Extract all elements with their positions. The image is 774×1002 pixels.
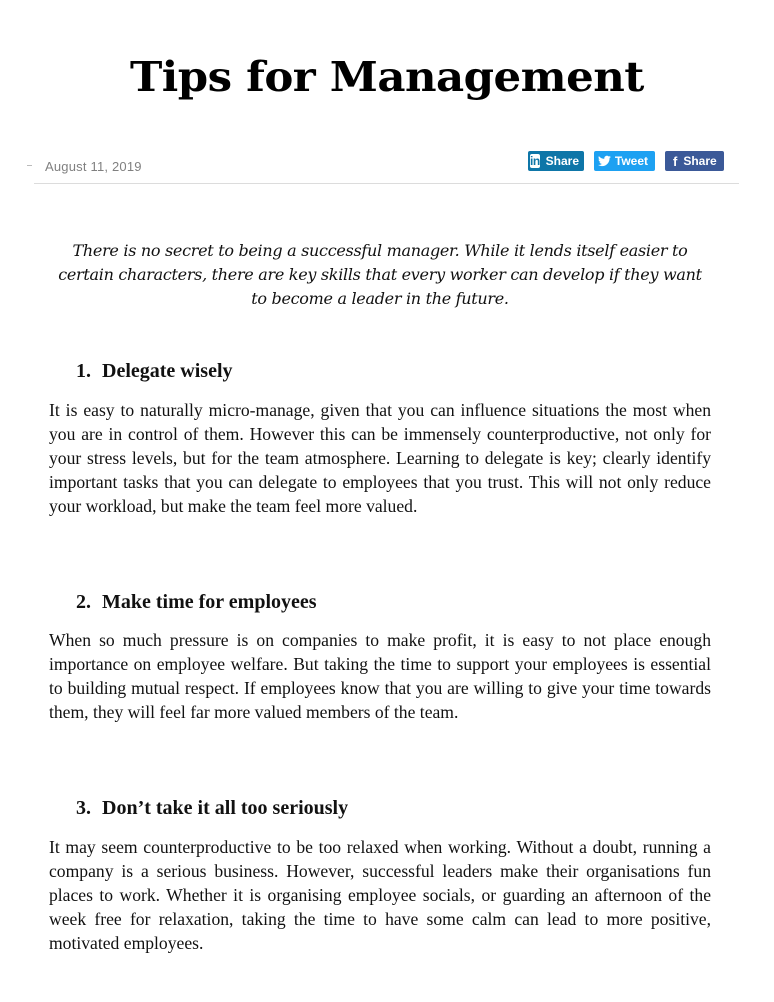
section-title: Make time for employees bbox=[102, 591, 317, 613]
section-heading bbox=[76, 590, 317, 614]
section-number: 3. bbox=[76, 797, 91, 819]
share-bar bbox=[528, 151, 724, 171]
linkedin-icon: in bbox=[530, 154, 540, 168]
twitter-bird-icon bbox=[598, 155, 611, 167]
section-heading bbox=[76, 796, 348, 820]
linkedin-share-button[interactable] bbox=[528, 151, 584, 171]
article-title: Tips for Management bbox=[130, 53, 644, 101]
linkedin-share-label: Share bbox=[545, 154, 580, 168]
section-title: Don’t take it all too seriously bbox=[102, 797, 349, 819]
publish-date: August 11, 2019 bbox=[45, 159, 142, 174]
facebook-share-label: Share bbox=[683, 154, 717, 168]
section-number: 1. bbox=[76, 360, 91, 382]
twitter-tweet-label: Tweet bbox=[614, 154, 648, 168]
section-number: 2. bbox=[76, 591, 91, 613]
facebook-icon: f bbox=[673, 153, 678, 169]
section-body: It is easy to naturally micro-manage, given that you can influence situations the most when you are in control of them. However this can be immensely counterproductive, not only for your stress levels, but for the team atmosphere. Learning to delegate is key; clearly identify important tasks that you can delegate to employees that you trust. This will not only reduce your workload, but make the team feel more valued. bbox=[49, 400, 711, 516]
facebook-share-button[interactable] bbox=[665, 151, 724, 171]
section-title: Delegate wisely bbox=[102, 360, 233, 382]
section-heading bbox=[76, 359, 233, 383]
header-divider bbox=[34, 183, 739, 184]
section-body: When so much pressure is on companies to make profit, it is easy to not place enough importance on employee welfare. But taking the time to support your employees is essential to building mutual respect. If employees know that you are willing to give your time towards them, they will feel far more valued members of the team. bbox=[49, 630, 711, 722]
article-intro: There is no secret to being a successful manager. While it lends itself easier to certain characters, there are key skills that every worker can develop if they want to become a leader in the future. bbox=[58, 241, 702, 308]
section-body: It may seem counterproductive to be too relaxed when working. Without a doubt, running a company is a serious business. However, successful leaders make their organisations fun places to work. Whether it is organising employee socials, or guarding an afternoon of the week free for relaxation, taking the time to have some calm can lead to more positive, motivated employees. bbox=[49, 837, 711, 953]
twitter-tweet-button[interactable] bbox=[594, 151, 655, 171]
meta-divider bbox=[27, 165, 32, 166]
